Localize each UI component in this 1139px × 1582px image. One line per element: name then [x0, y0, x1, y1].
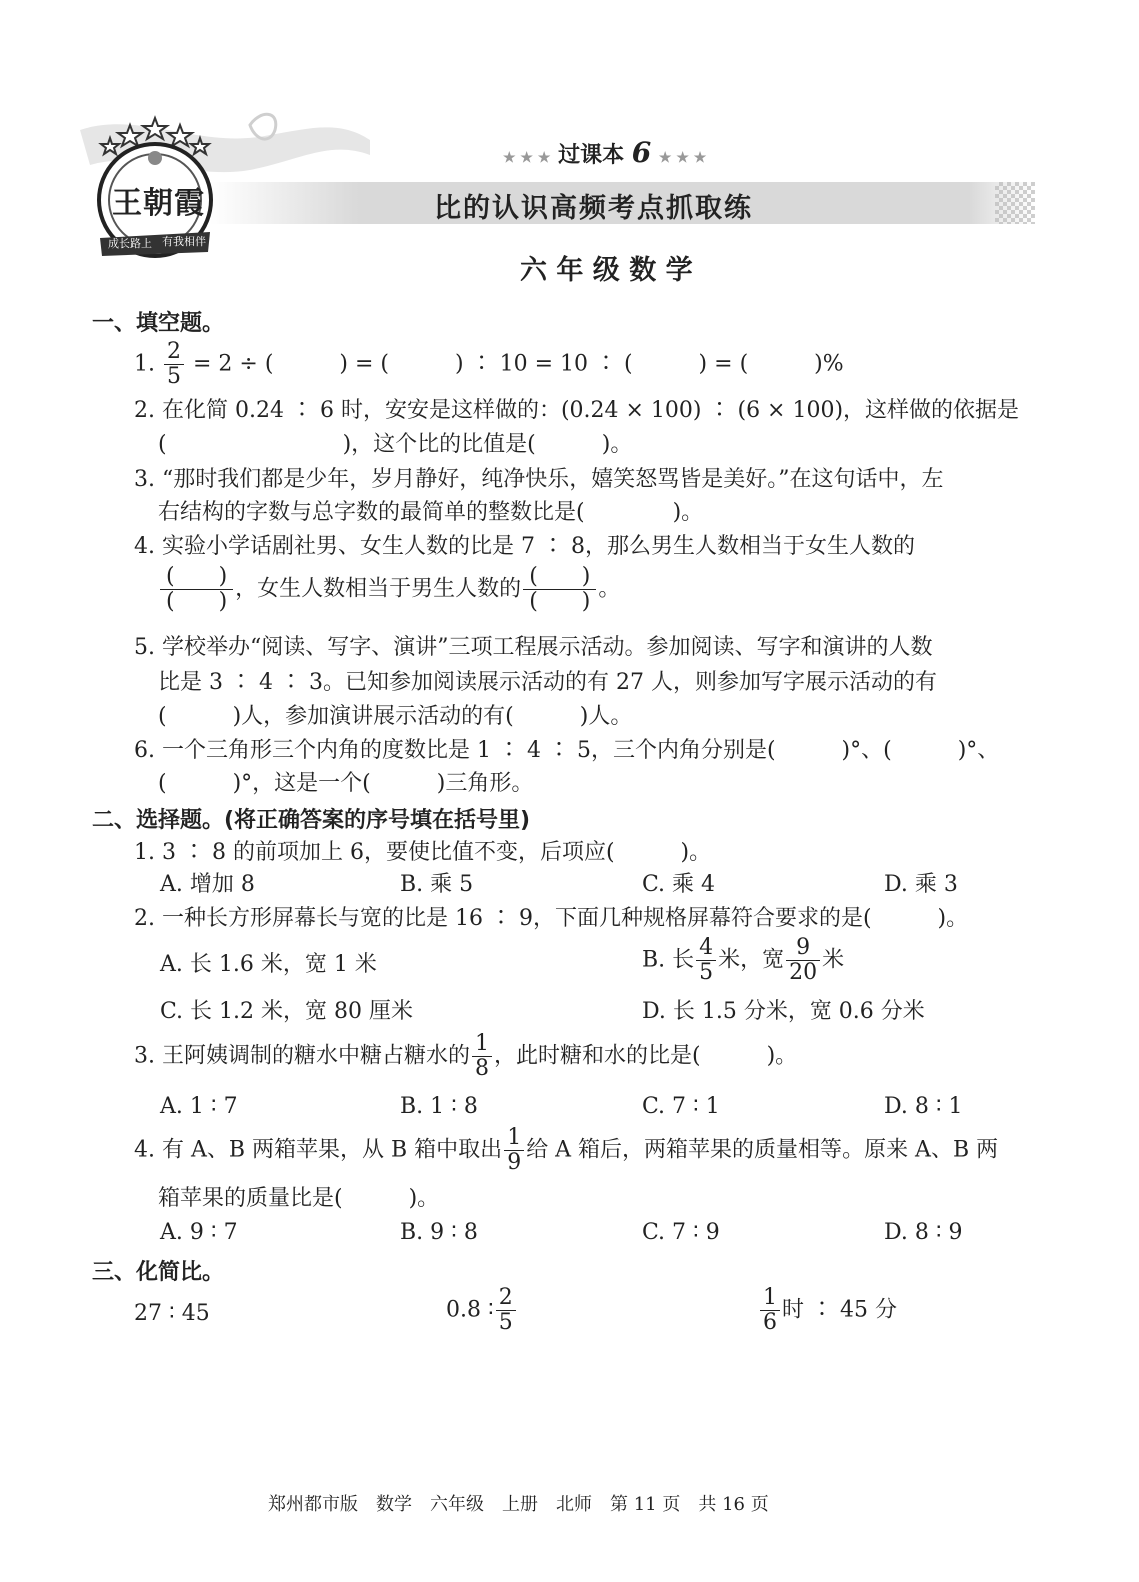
choice-4-option-a: A. 9 ∶ 7: [160, 1220, 238, 1245]
fill-question-5-line-2: 比是 3 ∶ 4 ∶ 3。已知参加阅读展示活动的有 27 人，则参加写字展示活动的有: [158, 670, 937, 695]
section-3-heading: 三、化简比。: [92, 1260, 225, 1285]
choice-4-option-d: D. 8 ∶ 9: [884, 1220, 963, 1245]
choice-2-option-d: D. 长 1.5 分米，宽 0.6 分米: [642, 999, 925, 1024]
series-header: [503, 136, 706, 169]
choice-question-2-stem: 2. 一种长方形屏幕长与宽的比是 16 ∶ 9，下面几种规格屏幕符合要求的是( )。: [134, 906, 969, 931]
fill-question-2-line-2: ( )，这个比的比值是( )。: [158, 432, 633, 457]
fraction-denominator: 5: [167, 364, 181, 390]
logo-slogan-right: 有我相伴: [162, 235, 206, 248]
choice-question-3-stem: [134, 1032, 797, 1081]
fraction-1-6: [760, 1286, 780, 1335]
q4-stem-suffix: 给 A 箱后，两箱苹果的质量相等。原来 A、B 两: [526, 1137, 999, 1163]
fraction-numerator: 2: [164, 340, 184, 365]
page-title: 比的认识高频考点抓取练: [434, 193, 753, 224]
q4-end-text: 。: [598, 576, 621, 602]
option-b-mid: 米，宽: [718, 947, 785, 973]
fill-question-4-line-2: [158, 565, 620, 614]
choice-question-1-stem: 1. 3 ∶ 8 的前项加上 6，要使比值不变，后项应( )。: [134, 840, 712, 865]
choice-3-option-c: C. 7 ∶ 1: [642, 1094, 720, 1119]
publisher-logo: [80, 110, 380, 270]
choice-1-option-a: A. 增加 8: [160, 872, 255, 897]
fill-question-1: [134, 340, 844, 389]
choice-1-option-b: B. 乘 5: [400, 872, 474, 897]
option-b-prefix: B. 长: [642, 947, 695, 973]
choice-4-option-c: C. 7 ∶ 9: [642, 1220, 720, 1245]
fraction-numerator: 9: [786, 936, 820, 961]
fraction-numerator: 4: [696, 936, 716, 961]
blank-numerator: ( ): [160, 565, 233, 590]
fill-question-4-line-1: 4. 实验小学话剧社男、女生人数的比是 7 ∶ 8，那么男生人数相当于女生人数的: [134, 534, 915, 559]
q4-stem-prefix: 4. 有 A、B 两箱苹果，从 B 箱中取出: [134, 1137, 503, 1163]
choice-4-option-b: B. 9 ∶ 8: [400, 1220, 478, 1245]
simplify-expression-1: 27 ∶ 45: [134, 1301, 210, 1326]
choice-question-4-stem: [134, 1126, 998, 1175]
simplify-expression-2: [446, 1286, 518, 1335]
stars-left-icon: ★ ★ ★: [503, 150, 551, 166]
stars-right-icon: ★ ★ ★: [658, 150, 707, 166]
choice-1-option-d: D. 乘 3: [884, 872, 958, 897]
q3-stem-prefix: 3. 王阿姨调制的糖水中糖占糖水的: [134, 1043, 470, 1069]
choice-question-4-line-2: 箱苹果的质量比是( )。: [158, 1186, 440, 1211]
blank-denominator: ( ): [529, 589, 591, 615]
fraction-denominator: 6: [763, 1310, 777, 1336]
fill-question-2-line-1: 2. 在化简 0.24 ∶ 6 时，安安是这样做的：(0.24 × 100) ∶ (6 × 100)，这样做的依据是: [134, 398, 1020, 423]
blank-denominator: ( ): [166, 589, 228, 615]
expression-3-suffix: 时 ∶ 45 分: [782, 1297, 897, 1323]
fraction-denominator: 9: [507, 1150, 522, 1176]
choice-3-option-b: B. 1 ∶ 8: [400, 1094, 478, 1119]
fill-question-3-line-1: 3. “那时我们都是少年，岁月静好，纯净快乐，嬉笑怒骂皆是美好。”在这句话中，左: [134, 467, 944, 492]
section-2-heading: 二、选择题。(将正确答案的序号填在括号里): [92, 808, 531, 833]
fraction-2-5: [496, 1286, 516, 1335]
fraction-denominator: 20: [789, 960, 818, 986]
fraction-1-8: [472, 1032, 492, 1081]
choice-2-option-b: [642, 936, 844, 985]
fraction-numerator: 1: [760, 1286, 780, 1311]
banner-checker-pattern: [995, 182, 1035, 224]
fraction-denominator: 5: [498, 1310, 513, 1336]
logo-slogan-left: 成长路上: [108, 237, 152, 250]
fraction-denominator: 5: [699, 960, 714, 986]
choice-1-option-c: C. 乘 4: [642, 872, 716, 897]
q3-stem-suffix: ，此时糖和水的比是( )。: [494, 1043, 798, 1069]
simplify-expression-3: [758, 1286, 897, 1335]
fraction-4-5: [696, 936, 716, 985]
q1-number: 1.: [134, 351, 155, 377]
choice-3-option-a: A. 1 ∶ 7: [160, 1094, 238, 1119]
choice-2-option-a: A. 长 1.6 米，宽 1 米: [160, 952, 377, 977]
q4-mid-text: ，女生人数相当于男生人数的: [235, 576, 522, 602]
fraction-numerator: 1: [472, 1032, 492, 1057]
fraction-numerator: 2: [496, 1286, 516, 1311]
fraction-2-5: [164, 340, 184, 389]
logo-brand-text: 王朝霞: [112, 186, 205, 221]
section-1-heading: 一、填空题。: [92, 311, 225, 336]
q1-text: = 2 ÷ ( ) = ( ) ∶ 10 = 10 ∶ ( ) = ( )%: [193, 351, 844, 377]
fraction-numerator: 1: [504, 1126, 524, 1151]
fraction-denominator: 8: [475, 1056, 489, 1082]
series-name: 过课本: [558, 142, 625, 168]
fill-question-6-line-1: 6. 一个三角形三个内角的度数比是 1 ∶ 4 ∶ 5，三个内角分别是( )°、( )°、: [134, 738, 1000, 763]
fraction-9-20: [786, 936, 820, 985]
choice-3-option-d: D. 8 ∶ 1: [884, 1094, 963, 1119]
fill-question-5-line-3: ( )人，参加演讲展示活动的有( )人。: [158, 704, 633, 729]
blank-fraction: [160, 565, 233, 614]
fill-question-5-line-1: 5. 学校举办“阅读、写字、演讲”三项工程展示活动。参加阅读、写字和演讲的人数: [134, 635, 933, 660]
expression-2-prefix: 0.8 ∶: [446, 1297, 494, 1323]
choice-2-option-c: C. 长 1.2 米，宽 80 厘米: [160, 999, 413, 1024]
page-footer: 郑州都市版 数学 六年级 上册 北师 第 11 页 共 16 页: [268, 1494, 769, 1515]
fill-question-3-line-2: 右结构的字数与总字数的最简单的整数比是( )。: [158, 500, 704, 525]
page-subtitle: 六 年 级 数 学: [520, 255, 693, 286]
series-number: 6: [631, 136, 652, 169]
fraction-1-9: [504, 1126, 524, 1175]
blank-fraction: [523, 565, 596, 614]
option-b-suffix: 米: [822, 947, 845, 973]
fill-question-6-line-2: ( )°，这是一个( )三角形。: [158, 771, 534, 796]
blank-numerator: ( ): [523, 565, 596, 590]
